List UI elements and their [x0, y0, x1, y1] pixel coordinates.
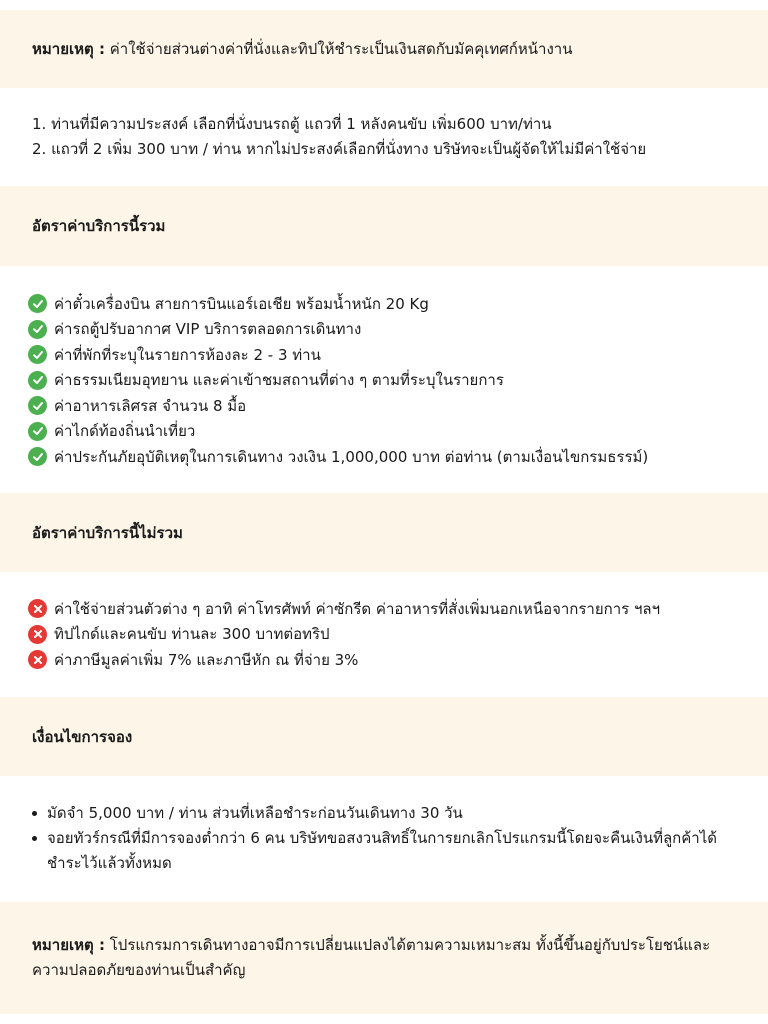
check-circle-icon: [28, 345, 47, 364]
x-circle-icon: [28, 599, 47, 618]
excluded-item: [28, 647, 768, 673]
booking-item: [32, 826, 768, 876]
bottom-note-label: หมายเหตุ :: [32, 936, 105, 954]
x-circle-icon: [28, 625, 47, 644]
included-item: [28, 444, 768, 470]
check-circle-icon: [28, 320, 47, 339]
booking-item: [32, 801, 768, 826]
included-item: [28, 368, 768, 394]
excluded-item-text: ทิปไกด์และคนขับ ท่านละ 300 บาทต่อทริป: [54, 625, 330, 644]
top-note-text: ค่าใช้จ่ายส่วนต่างค่าที่นั่งและทิปให้ชำระเป็นเงินสดกับมัคคุเทศก์หน้างาน: [109, 39, 573, 58]
booking-item-text: จอยทัวร์กรณีที่มีการจองต่ำกว่า 6 คน บริษัทขอสงวนสิทธิ์ในการยกเลิกโปรแกรมนี้โดยจะคืนเงินที่ลูกค้าได้ชำระไว้แล้วทั้งหมด: [47, 829, 717, 872]
bottom-note-text: โปรแกรมการเดินทางอาจมีการเปลี่ยนแปลงได้ตามความเหมาะสม ทั้งนี้ขึ้นอยู่กับประโยชน์และความปลอดภัยของท่านเป็นสำคัญ: [32, 936, 711, 979]
included-section: [0, 291, 768, 470]
seat-info-line-2: 2. แถวที่ 2 เพิ่ม 300 บาท / ท่าน หากไม่ประสงค์เลือกที่นั่งทาง บริษัทจะเป็นผู้จัดให้ไม่มีค่าใช้จ่าย: [32, 140, 647, 158]
included-item: [28, 393, 768, 419]
top-note-section: [0, 10, 768, 88]
booking-section: [0, 801, 768, 876]
excluded-item: [28, 622, 768, 648]
included-item: [28, 419, 768, 445]
seat-info-section: [0, 112, 768, 162]
excluded-item-text: ค่าภาษีมูลค่าเพิ่ม 7% และภาษีหัก ณ ที่จ่าย 3%: [54, 650, 359, 669]
excluded-heading-section: [0, 493, 768, 572]
included-item-text: ค่าที่พักที่ระบุในรายการห้องละ 2 - 3 ท่าน: [54, 345, 321, 364]
included-item-text: ค่าตั๋วเครื่องบิน สายการบินแอร์เอเชีย พร้อมน้ำหนัก 20 Kg: [54, 294, 429, 313]
bullet-icon: [32, 836, 37, 841]
top-note: [32, 37, 572, 62]
check-circle-icon: [28, 447, 47, 466]
included-heading-section: [0, 186, 768, 266]
check-circle-icon: [28, 396, 47, 415]
booking-heading-section: [0, 697, 768, 776]
excluded-heading: อัตราค่าบริการนี้ไม่รวม: [32, 523, 183, 542]
check-circle-icon: [28, 371, 47, 390]
check-circle-icon: [28, 422, 47, 441]
included-item-text: ค่าอาหารเลิศรส จำนวน 8 มื้อ: [54, 396, 247, 415]
bottom-note: [32, 933, 732, 983]
excluded-list: [28, 596, 768, 673]
booking-list: [32, 801, 768, 876]
top-note-label: หมายเหตุ :: [32, 39, 105, 58]
included-heading: อัตราค่าบริการนี้รวม: [32, 217, 166, 235]
included-item-text: ค่าไกด์ท้องถิ่นนำเที่ยว: [54, 422, 196, 441]
excluded-item: [28, 596, 768, 622]
excluded-section: [0, 596, 768, 673]
booking-heading: เงื่อนไขการจอง: [32, 727, 133, 746]
bottom-note-section: [0, 902, 768, 1014]
included-item-text: ค่าประกันภัยอุบัติเหตุในการเดินทาง วงเงิน 1,000,000 บาท ต่อท่าน (ตามเงื่อนไขกรมธรรม์): [54, 447, 649, 466]
included-list: [28, 291, 768, 470]
x-circle-icon: [28, 650, 47, 669]
excluded-item-text: ค่าใช้จ่ายส่วนตัวต่าง ๆ อาทิ ค่าโทรศัพท์ ค่าซักรีด ค่าอาหารที่สั่งเพิ่มนอกเหนือจากรายการ ฯลฯ: [54, 599, 661, 618]
included-item-text: ค่าธรรมเนียมอุทยาน และค่าเข้าชมสถานที่ต่าง ๆ ตามที่ระบุในรายการ: [54, 371, 504, 390]
included-item: [28, 291, 768, 317]
included-item: [28, 342, 768, 368]
check-circle-icon: [28, 294, 47, 313]
bullet-icon: [32, 811, 37, 816]
included-item: [28, 317, 768, 343]
included-item-text: ค่ารถตู้ปรับอากาศ VIP บริการตลอดการเดินทาง: [54, 320, 362, 339]
seat-info-line-1: 1. ท่านที่มีความประสงค์ เลือกที่นั่งบนรถตู้ แถวที่ 1 หลังคนขับ เพิ่ม600 บาท/ท่าน: [32, 115, 552, 133]
booking-item-text: มัดจำ 5,000 บาท / ท่าน ส่วนที่เหลือชำระก่อนวันเดินทาง 30 วัน: [47, 804, 463, 822]
